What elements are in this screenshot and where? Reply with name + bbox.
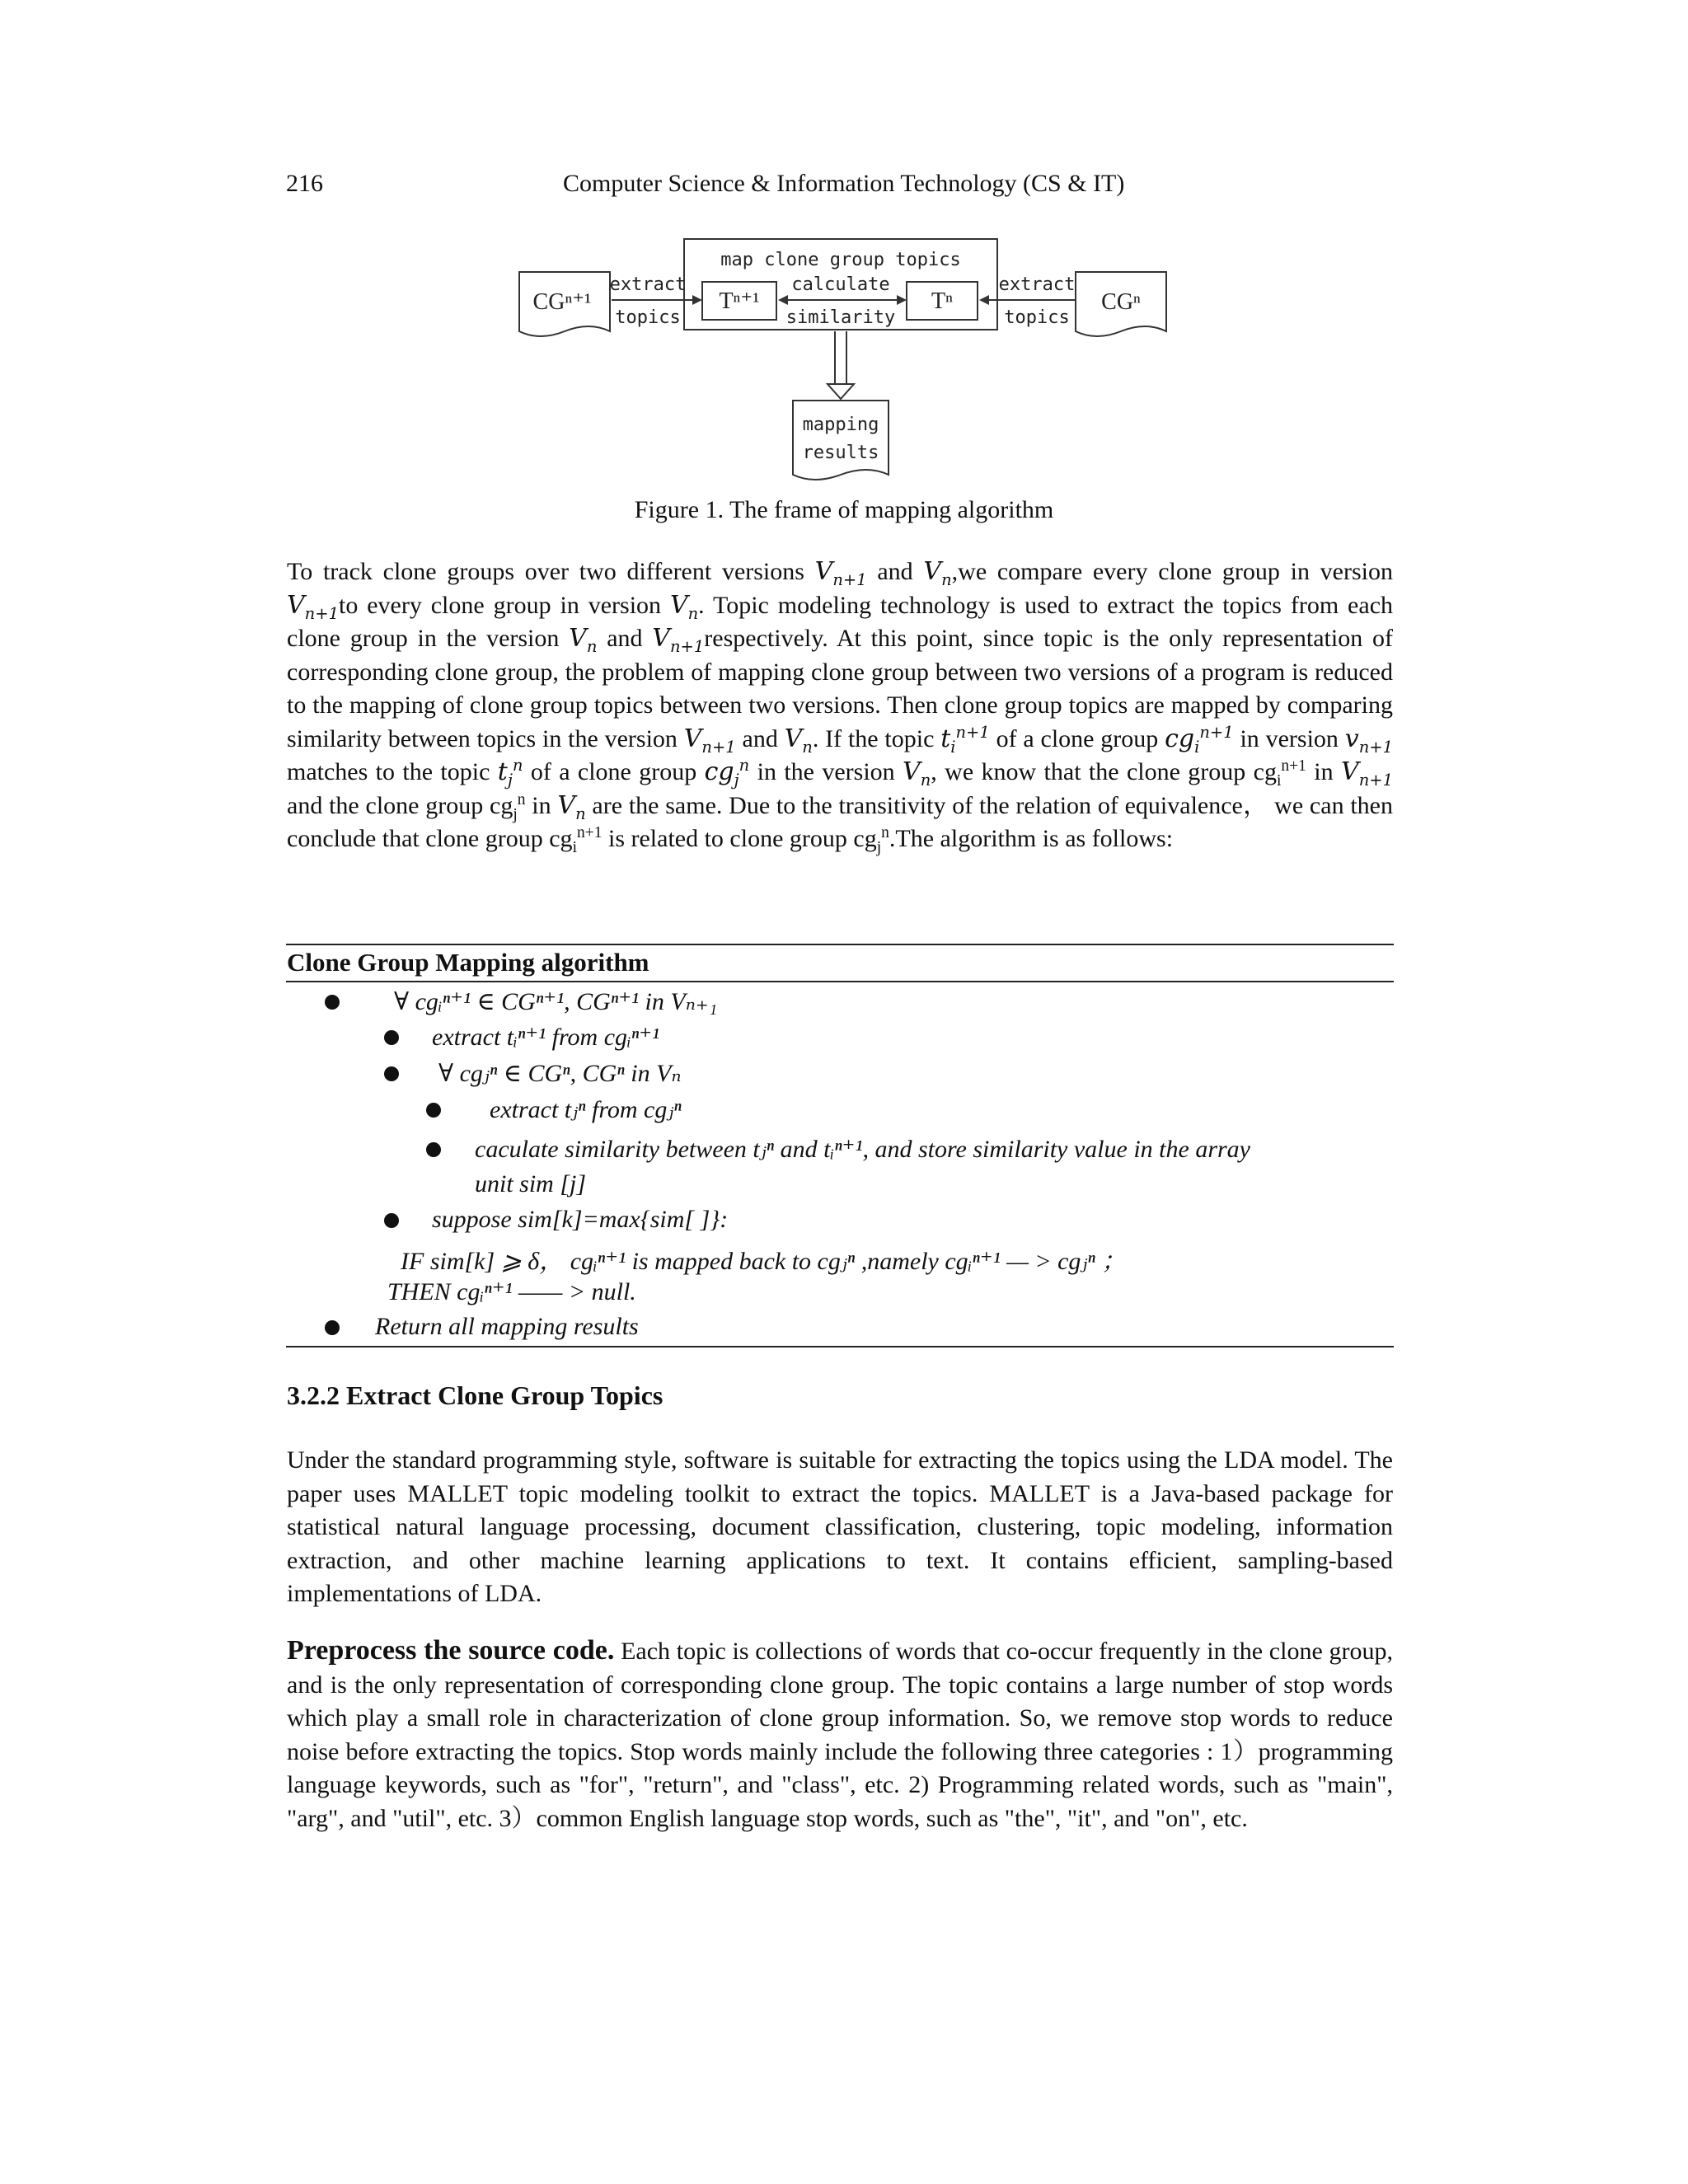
body-paragraph-1: To track clone groups over two different versions $V_{n+1}$ and $V_n,we$ compare every clone group in version $V_{n+1}to$ every clone group in version $V_n$. Topic modeling technology is used to extract the topics from each clone group in the version $V_n$ and $V_{n+1}respectively$. At this point, since topic is the only representation of corresponding clone group, the problem of mapping clone group between two versions of a program is reduced to the mapping of clone group topics between two versions. Then clone group topics are mapped by comparing similarity between topics in the version $V_{n+1}$ and $V_n$. If the topic $t_i^{n+1}$ of a clone group $cg_i^{n+1}$ in version $v_{n+1}$ matches to the topic $t_j^n$ of a clone group $cg_j^n$ in the version $V_n$, we know that the clone group $cg_i^{n+1}$ in $V_{n+1}$ and the clone group $cg_j^n$ in $V_n$ are the same. Due to the transitivity of the relation of equivalence， we can then conclude that clone group $cg_i^{n+1}$ is related to clone group $cg_j^n.The$ algorithm is as follows:	[287, 557, 1394, 856]
down-arrow-head	[828, 384, 854, 399]
algorithm-line: IF sim[k] ⩾ δ， cgᵢⁿ⁺¹ is mapped back to cgⱼⁿ ,namely cgᵢⁿ⁺¹ — > cgⱼⁿ ；	[401, 1248, 1127, 1275]
left-extract-label: extract	[609, 274, 687, 295]
run-in-heading: Preprocess the source code.	[287, 1635, 615, 1666]
mapping-label: mapping	[802, 415, 879, 435]
algorithm-bullet	[426, 1103, 441, 1118]
body-paragraph-2	[287, 1444, 1393, 1611]
page-number: 216	[286, 170, 323, 197]
algorithm-line: ∀ cgᵢⁿ⁺¹ ∈ CGⁿ⁺¹, CGⁿ⁺¹ in Vₙ₊₁	[394, 988, 718, 1015]
left-topic-box-label: Tⁿ⁺¹	[719, 288, 760, 314]
paragraph-text: Each topic is collections of words that co-occur frequently in the clone group, and is the only representation of corresponding clone group. The topic contains a large number of stop words which play a small role in characterization of clone group information. So, we remove stop words to reduce noise before extracting the topics. Stop words mainly include the following three categories : 1）programming language keywords, such as "for", "return", and "class", etc. 2) Programming related words, such as "main", "arg", and "util", etc. 3）common English language stop words, such as "the", "it", and "on", etc.	[287, 1638, 1393, 1832]
algorithm-bullet	[325, 995, 340, 1010]
algorithm-line: suppose sim[k]=max{sim[ ]}:	[432, 1206, 729, 1233]
similarity-label: similarity	[785, 307, 896, 328]
body-paragraph-3	[287, 1634, 1393, 1835]
running-header: Computer Science & Information Technology (CS & IT)	[563, 170, 1125, 197]
map-topics-label: map clone group topics	[720, 250, 961, 270]
algorithm-bullet	[426, 1142, 441, 1157]
mapping-results-shape	[793, 401, 889, 480]
calculate-label: calculate	[791, 274, 890, 295]
algorithm-title: Clone Group Mapping algorithm	[287, 948, 649, 977]
algorithm-bullet	[384, 1030, 399, 1045]
left-document-label: CGⁿ⁺¹	[532, 289, 592, 315]
left-topics-label: topics	[615, 307, 681, 328]
algorithm-bullet	[325, 1320, 340, 1335]
algorithm-line: unit sim [j]	[475, 1170, 587, 1197]
algorithm-top-rule	[286, 944, 1394, 945]
algorithm-bullet	[384, 1213, 399, 1228]
mapping-framework-diagram	[511, 231, 1170, 511]
figure-caption: Figure 1. The frame of mapping algorithm	[634, 496, 1054, 523]
right-topics-label: topics	[1004, 307, 1070, 328]
paragraph-text: Under the standard programming style, software is suitable for extracting the topics using the LDA model. The paper uses MALLET topic modeling toolkit to extract the topics. MALLET is a Java-based package for statistical natural language processing, document classification, clustering, topic modeling, information extraction, and other machine learning applications to text. It contains efficient, sampling-based implementations of LDA.	[287, 1446, 1393, 1607]
results-label: results	[802, 443, 879, 463]
algorithm-bottom-rule	[286, 1346, 1394, 1347]
right-extract-label: extract	[998, 274, 1076, 295]
algorithm-line: ∀ cgⱼⁿ ∈ CGⁿ, CGⁿ in Vₙ	[438, 1060, 682, 1087]
right-document-label: CGⁿ	[1101, 289, 1141, 315]
algorithm-line: extract tᵢⁿ⁺¹ from cgᵢⁿ⁺¹	[432, 1024, 660, 1051]
algorithm-line: caculate similarity between tⱼⁿ and tᵢⁿ⁺¹, and store similarity value in the array	[475, 1136, 1250, 1163]
algorithm-bullet	[384, 1066, 399, 1081]
section-heading: 3.2.2 Extract Clone Group Topics	[287, 1380, 663, 1410]
algorithm-line: extract tⱼⁿ from cgⱼⁿ	[490, 1096, 682, 1123]
right-topic-box-label: Tⁿ	[931, 288, 953, 314]
algorithm-title-rule	[286, 981, 1394, 982]
algorithm-line: THEN cgᵢⁿ⁺¹ —— > null.	[387, 1278, 636, 1305]
algorithm-line: Return all mapping results	[375, 1313, 639, 1340]
